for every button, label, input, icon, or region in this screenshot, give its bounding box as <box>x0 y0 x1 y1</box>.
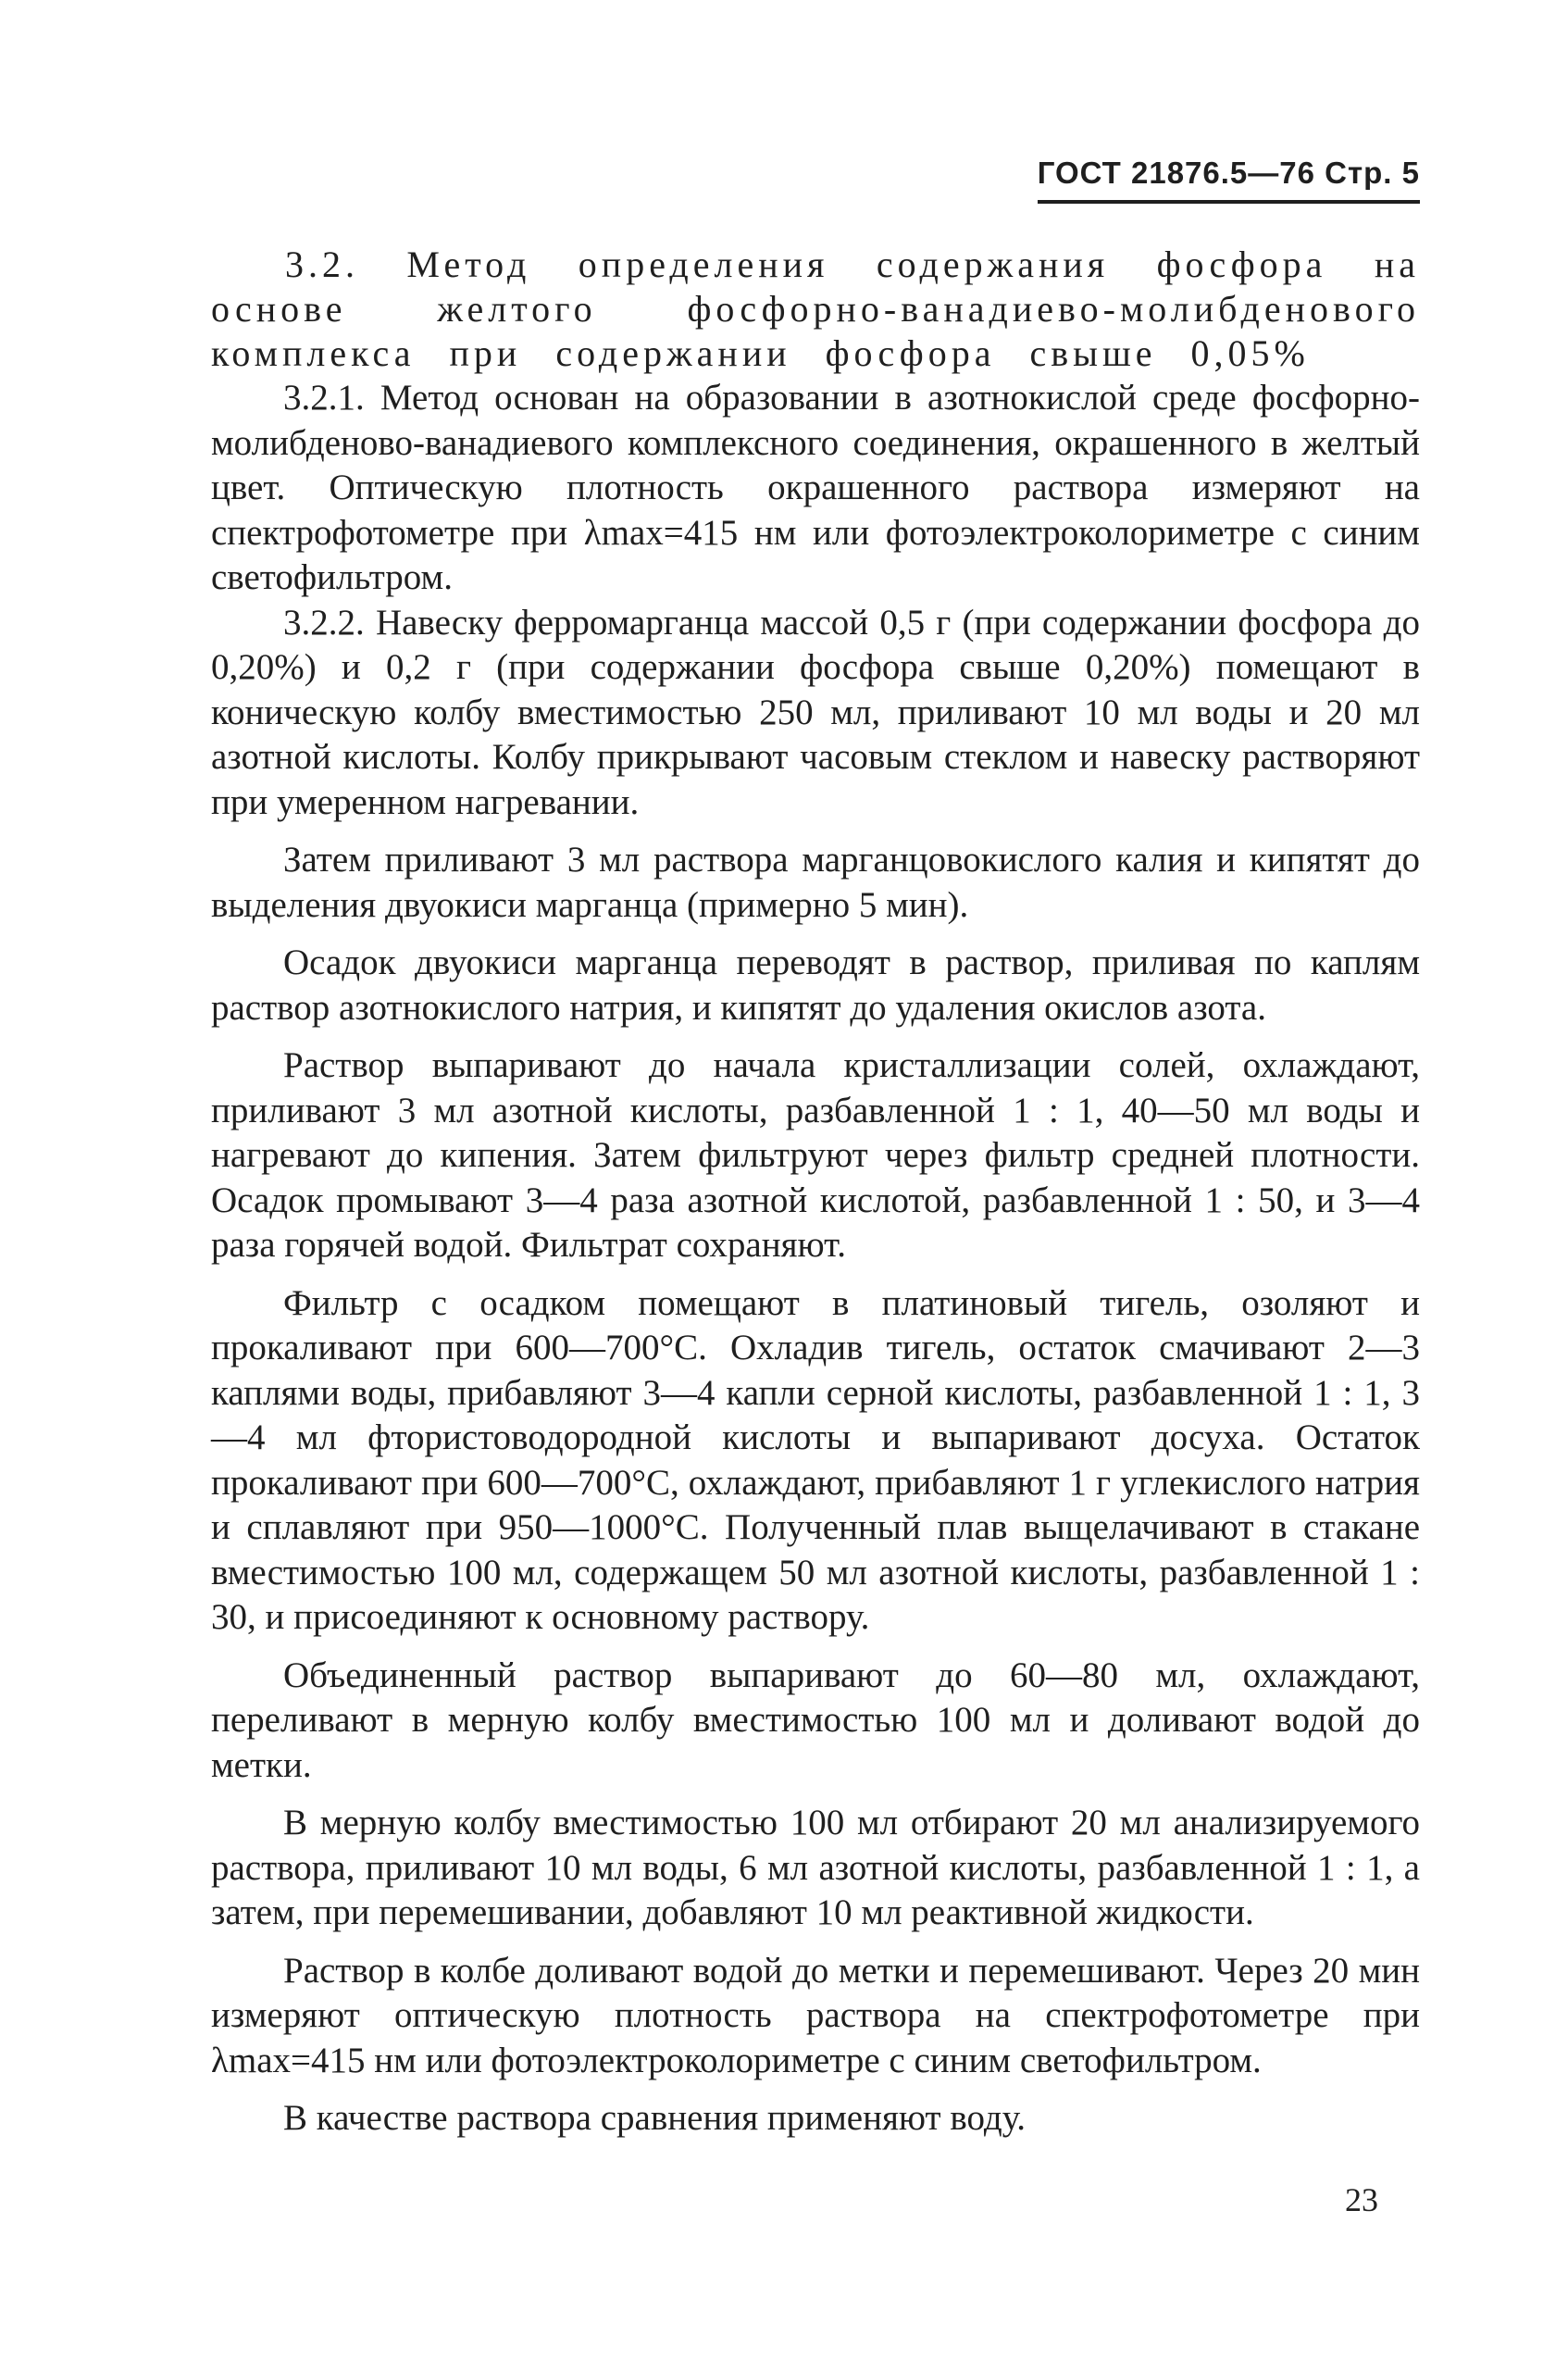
body-text <box>211 243 1420 2141</box>
section-title: 3.2. Метод определения содержания фосфора на основе желтого фосфорно-ванадиево-молибденового комплекса при содержании фосфора свыше 0,05% <box>211 243 1420 374</box>
paragraph: Объединенный раствор выпаривают до 60—80 мл, охлаждают, переливают в мерную колбу вместимостью 100 мл и доливают водой до метки. <box>211 1654 1420 1785</box>
paragraph: Осадок двуокиси марганца переводят в раствор, приливая по каплям раствор азотнокислого натрия, и кипятят до удаления окислов азота. <box>211 943 1420 1028</box>
paragraph: Фильтр с осадком помещают в платиновый тигель, озоляют и прокаливают при 600—700°С. Охладив тигель, остаток смачивают 2—3 каплями воды, прибавляют 3—4 капли серной кислоты, разбавленной 1 : 1, 3—4 мл фтористоводородной кислоты и выпаривают досуха. Остаток прокаливают при 600—700°С, охлаждают, прибавляют 1 г углекислого натрия и сплавляют при 950—1000°С. Полученный плав выщелачивают в стакане вместимостью 100 мл, содержащем 50 мл азотной кислоты, разбавленной 1 : 30, и присоединяют к основному раствору. <box>211 1282 1420 1637</box>
page-header: ГОСТ 21876.5—76 Стр. 5 <box>1038 156 1420 204</box>
paragraph: В мерную колбу вместимостью 100 мл отбирают 20 мл анализируемого раствора, приливают 10 мл воды, 6 мл азотной кислоты, разбавленной 1 : 1, а затем, при перемешивании, добавляют 10 мл реактивной жидкости. <box>211 1803 1420 1932</box>
paragraph: Раствор выпаривают до начала кристаллизации солей, охлаждают, приливают 3 мл азотной кислоты, разбавленной 1 : 1, 40—50 мл воды и нагревают до кипения. Затем фильтруют через фильтр средней плотности. Осадок промывают 3—4 раза азотной кислотой, разбавленной 1 : 50, и 3—4 раза горячей водой. Фильтрат сохраняют. <box>211 1045 1420 1265</box>
page-number: 23 <box>1345 2181 1378 2218</box>
paragraph: 3.2.2. Навеску ферромарганца массой 0,5 г (при содержании фосфора до 0,20%) и 0,2 г (при содержании фосфора свыше 0,20%) помещают в коническую колбу вместимостью 250 мл, приливают 10 мл воды и 20 мл азотной кислоты. Колбу прикрывают часовым стеклом и навеску растворяют при умеренном нагревании. <box>211 602 1420 822</box>
paragraph: 3.2.1. Метод основан на образовании в азотнокислой среде фосфорно-молибденово-ванадиевого комплексного соединения, окрашенного в желтый цвет. Оптическую плотность окрашенного раствора измеряют на спектрофотометре при λmax=415 нм или фотоэлектроколориметре с синим светофильтром. <box>211 378 1420 597</box>
paragraph: Затем приливают 3 мл раствора марганцовокислого калия и кипятят до выделения двуокиси марганца (примерно 5 мин). <box>211 840 1420 925</box>
paragraph: Раствор в колбе доливают водой до метки и перемешивают. Через 20 мин измеряют оптическую плотность раствора на спектрофотометре при λmax=415 нм или фотоэлектроколориметре с синим светофильтром. <box>211 1950 1420 2080</box>
paragraph: В качестве раствора сравнения применяют воду. <box>283 2098 1027 2138</box>
